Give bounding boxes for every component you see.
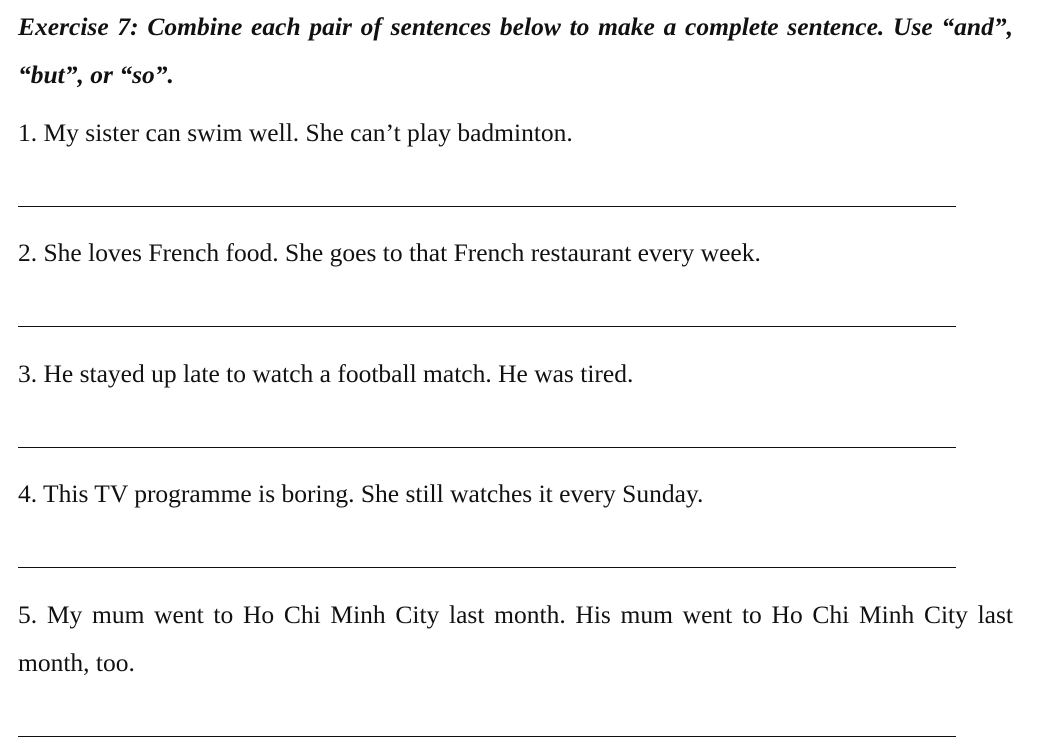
answer-line-5[interactable] xyxy=(18,736,956,737)
answer-line-2[interactable] xyxy=(18,326,956,327)
exercise-item-2: 2. She loves French food. She goes to that French restaurant every week. xyxy=(18,238,761,267)
answer-line-1[interactable] xyxy=(18,206,956,207)
exercise-instruction: Exercise 7: Combine each pair of sentences below to make a complete sentence. Use “and”, “but”, or “so”. xyxy=(18,12,1013,89)
exercise-item-1: 1. My sister can swim well. She can’t play badminton. xyxy=(18,118,573,147)
answer-line-3[interactable] xyxy=(18,447,956,448)
answer-line-4[interactable] xyxy=(18,567,956,568)
exercise-item-3: 3. He stayed up late to watch a football match. He was tired. xyxy=(18,359,634,388)
exercise-item-5: 5. My mum went to Ho Chi Minh City last month. His mum went to Ho Chi Minh City last month, too. xyxy=(18,600,1013,677)
exercise-item-4: 4. This TV programme is boring. She still watches it every Sunday. xyxy=(18,479,704,508)
